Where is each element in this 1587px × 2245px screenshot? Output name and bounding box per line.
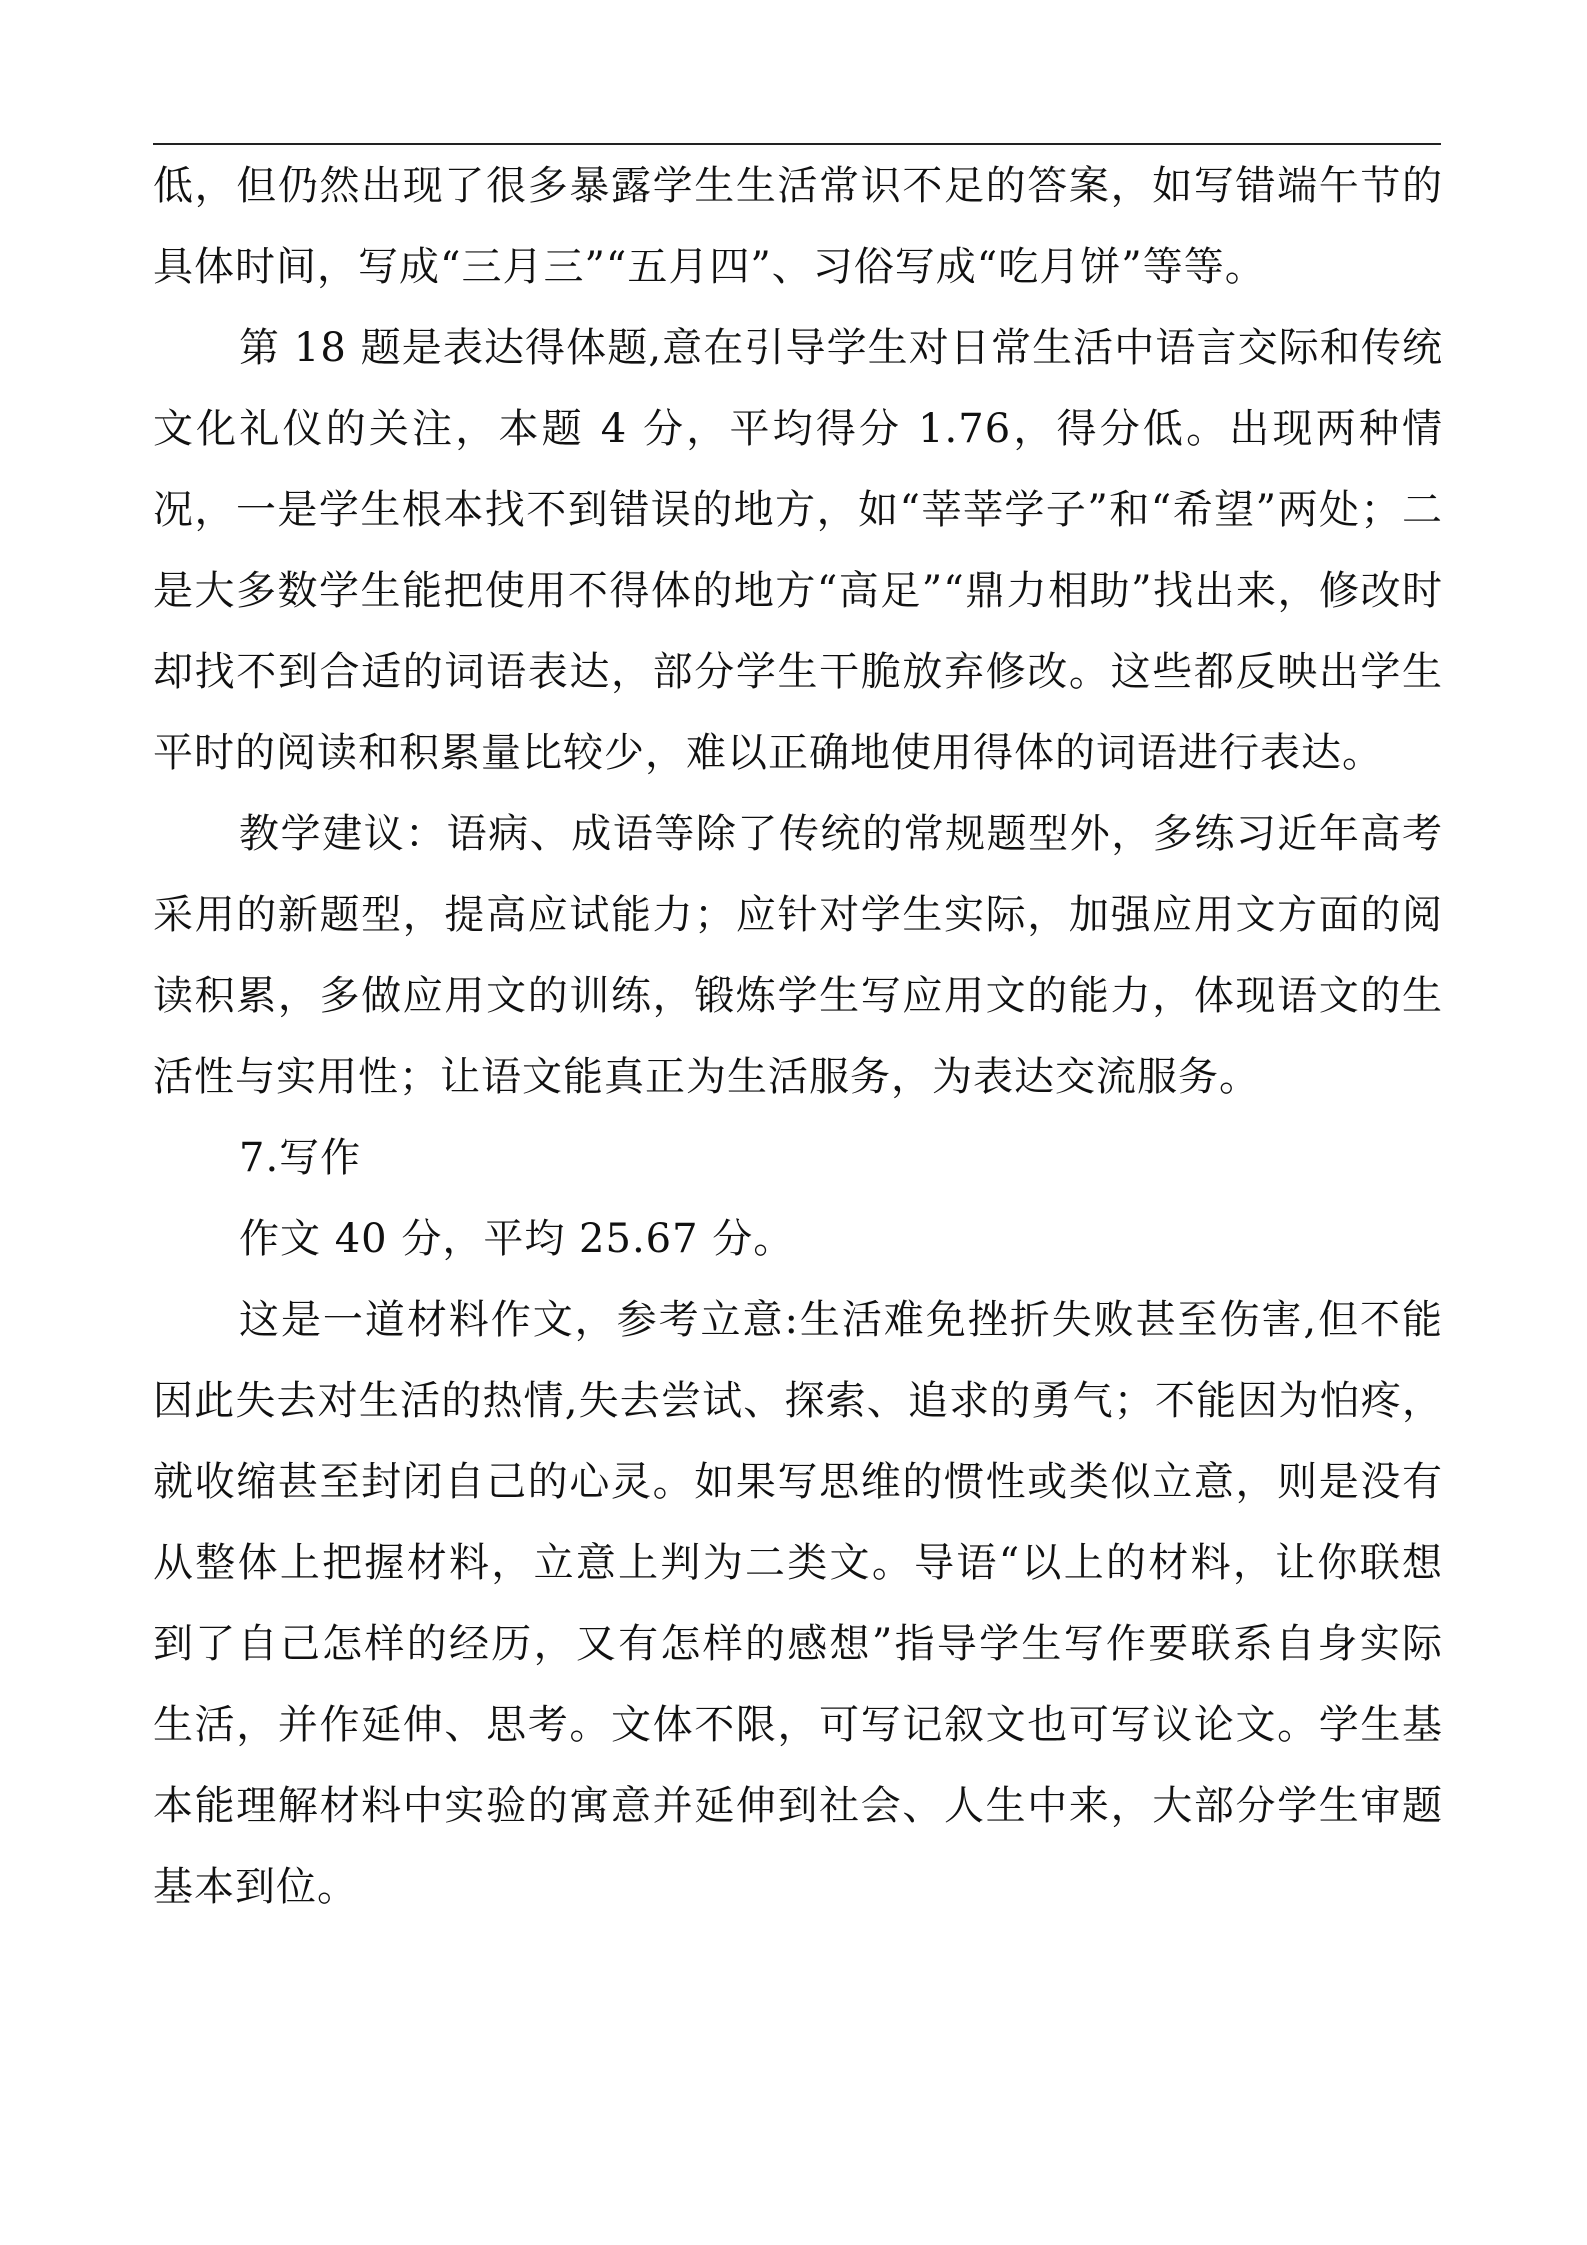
paragraph-question-18: 第 18 题是表达得体题,意在引导学生对日常生活中语言交际和传统文化礼仪的关注，本题 4 分，平均得分 1.76，得分低。出现两种情况，一是学生根本找不到错误的地方，如“莘莘学子”和“希望”两处；二是大多数学生能把使用不得体的地方“高足”“鼎力相助”找出来，修改时却找不到合适的词语表达，部分学生干脆放弃修改。这些都反映出学生平时的阅读和积累量比较少，难以正确地使用得体的词语进行表达。 — [153, 325, 1443, 776]
header-rule — [153, 143, 1441, 145]
body-text — [153, 146, 1443, 1928]
paragraph-essay-score: 作文 40 分，平均 25.67 分。 — [239, 1216, 795, 1262]
paragraph-continuation: 低，但仍然出现了很多暴露学生生活常识不足的答案，如写错端午节的具体时间，写成“三月三”“五月四”、习俗写成“吃月饼”等等。 — [153, 163, 1443, 290]
paragraph-teaching-suggestion: 教学建议：语病、成语等除了传统的常规题型外，多练习近年高考采用的新题型，提高应试能力；应针对学生实际，加强应用文方面的阅读积累，多做应用文的训练，锻炼学生写应用文的能力，体现语文的生活性与实用性；让语文能真正为生活服务，为表达交流服务。 — [153, 811, 1443, 1100]
paragraph-essay-analysis: 这是一道材料作文，参考立意:生活难免挫折失败甚至伤害,但不能因此失去对生活的热情,失去尝试、探索、追求的勇气；不能因为怕疼，就收缩甚至封闭自己的心灵。如果写思维的惯性或类似立意，则是没有从整体上把握材料，立意上判为二类文。导语“以上的材料，让你联想到了自己怎样的经历，又有怎样的感想”指导学生写作要联系自身实际生活，并作延伸、思考。文体不限，可写记叙文也可写议论文。学生基本能理解材料中实验的寓意并延伸到社会、人生中来，大部分学生审题基本到位。 — [153, 1297, 1443, 1910]
section-heading-writing: 7.写作 — [239, 1135, 362, 1181]
